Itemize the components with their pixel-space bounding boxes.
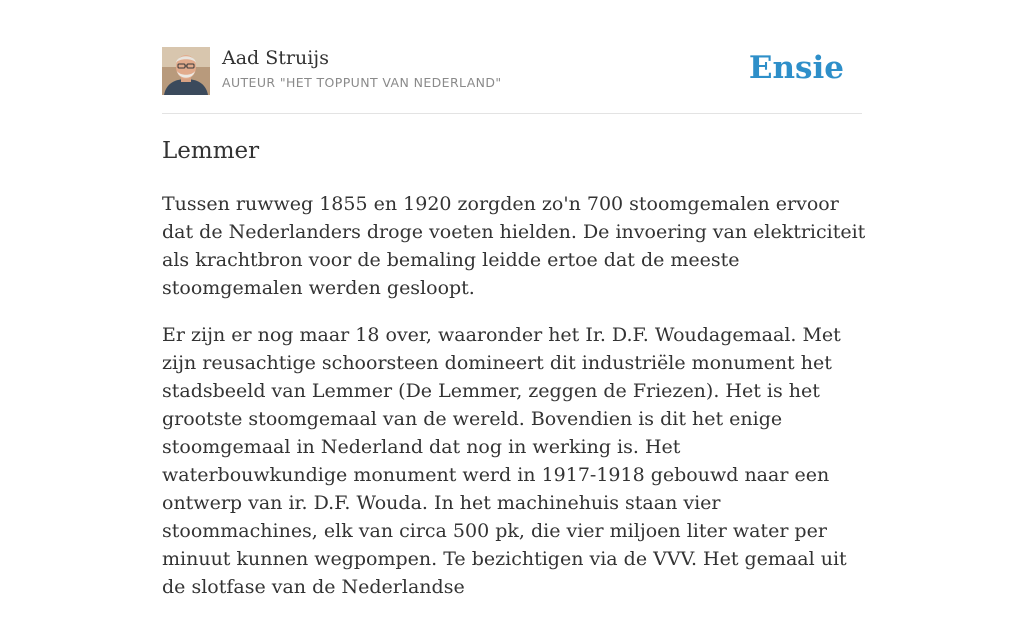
article-title: Lemmer (162, 138, 260, 164)
person-avatar-icon (162, 47, 210, 95)
author-avatar[interactable] (162, 47, 210, 95)
article-paragraph: Er zijn er nog maar 18 over, waaronder het Ir. D.F. Woudagemaal. Met zijn reusachtige schoorsteen domineert dit industriële monument het stadsbeeld van Lemmer (De Lemmer, zeggen de Friezen). Het is het grootste stoomgemaal van de wereld. Bovendien is dit het enige stoomgemaal in Nederland dat nog in werking is. Het waterbouwkundige monument werd in 1917-1918 gebouwd naar een ontwerp van ir. D.F. Wouda. In het machinehuis staan vier stoommachines, elk van circa 500 pk, die vier miljoen liter water per minuut kunnen wegpompen. Te bezichtigen via de VVV. Het gemaal uit de slotfase van de Nederlandse (162, 324, 847, 598)
article-body (162, 190, 867, 620)
brand-logo[interactable]: Ensie (748, 50, 844, 86)
author-name[interactable]: Aad Struijs (222, 47, 329, 69)
article-paragraph: Tussen ruwweg 1855 en 1920 zorgden zo'n 700 stoomgemalen ervoor dat de Nederlanders droge voeten hielden. De invoering van elektriciteit als krachtbron voor de bemaling leidde ertoe dat de meeste stoomgemalen werden gesloopt. (162, 193, 866, 299)
header-divider (162, 113, 862, 114)
author-subtitle: AUTEUR "HET TOPPUNT VAN NEDERLAND" (222, 75, 502, 90)
author-header (162, 46, 862, 96)
